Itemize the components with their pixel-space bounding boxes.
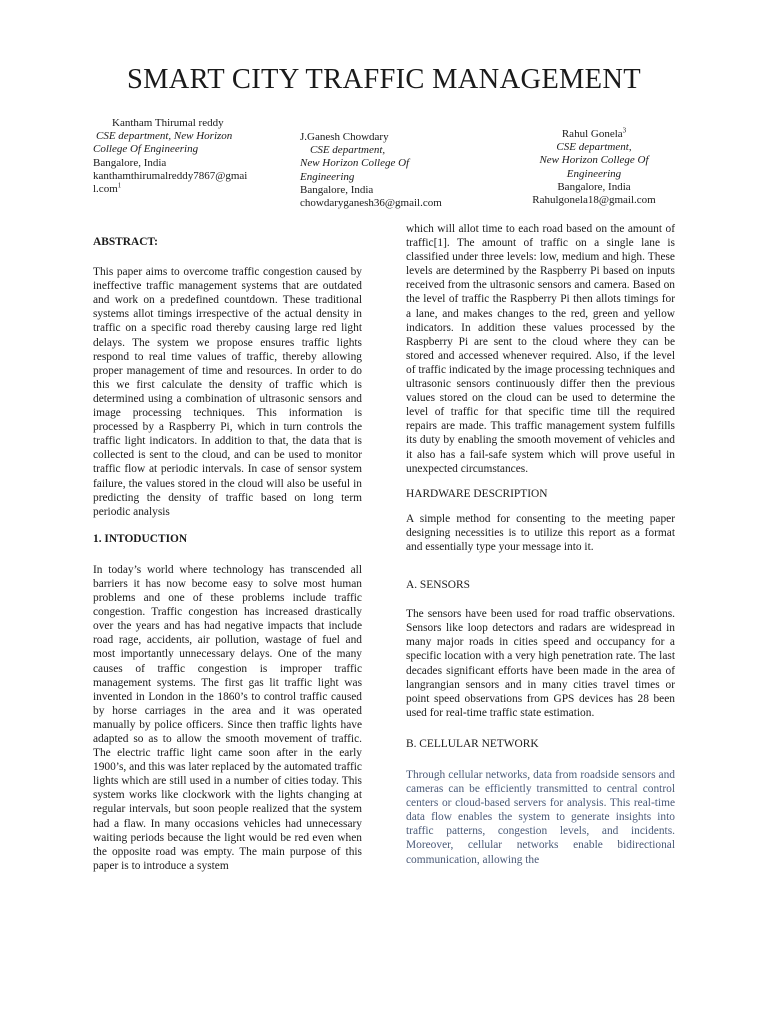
author-email: chowdaryganesh36@gmail.com <box>300 197 442 210</box>
author-name: J.Ganesh Chowdary <box>300 131 389 143</box>
author-department: CSE department, <box>556 141 632 154</box>
author-block-3 <box>514 128 674 207</box>
author-email: Rahulgonela18@gmail.com <box>532 194 656 207</box>
introduction-text: In today’s world where technology has transcended all barriers it has now become easy to solve most human problems and one of these problems include traffic congestion. Traffic congestion has increased drastically over the years and has had negative impacts that include road rage, accidents, air pollution, wastage of fuel and most importantly unnecessary delays. One of the many causes of traffic congestion is improper traffic management systems. The first gas lit traffic light was invented in London in the 1860’s to control traffic caused by horse carriages in the area and it was operated manually by police officers. Since then traffic lights have adapted so as to allow the smooth movement of traffic. The electric traffic light came soon after in the early 1900’s, and this was later replaced by the automated traffic lights which are still used in a number of cities today. This system works like clockwork with the lights changing at regular intervals, but soon people realized that the system had a flaw. In many occasions vehicles had unnecessary waiting periods because the light would be red even when the opposite road was empty. The main purpose of this paper is to introduce a system <box>93 563 362 872</box>
author-block-1 <box>93 117 273 196</box>
author-department: CSE department, New Horizon <box>96 130 233 143</box>
cellular-text: Through cellular networks, data from roadside sensors and cameras can be efficiently transmitted to central control centers or cloud-based servers for analysis. This real-time data flow enables the system to generate insights into traffic patterns, congestion levels, and incidents. Moreover, cellular networks enable bidirectional communication, allowing the <box>406 769 675 866</box>
abstract-text: This paper aims to overcome traffic congestion caused by ineffective traffic management systems that are outdated and work on a predefined countdown. These traditional systems allot timings irrespective of the actual density in traffic on a specific road thereby causing large red light delays. The system we propose ensures traffic lights respond to real time values of traffic, thereby allowing proper management of time and resources. In order to do this we first calculate the density of traffic which is determined using a combination of ultrasonic sensors and image processing techniques. This information is processed by a Raspberry Pi, which in turn controls the traffic light indicators. In addition to that, the data that is collected is sent to the cloud, and can be used to monitor traffic flow at periodic intervals. In case of sensor system failure, the values stored in the cloud will also be useful in predicting the density of traffic based on long term periodic analysis <box>93 266 362 518</box>
author-superscript: 3 <box>622 126 627 135</box>
author-city: Bangalore, India <box>93 156 167 169</box>
hardware-heading: HARDWARE DESCRIPTION <box>406 487 548 500</box>
author-city: Bangalore, India <box>557 180 631 193</box>
introduction-heading: 1. INTODUCTION <box>93 532 188 545</box>
author-superscript: 1 <box>117 181 122 190</box>
author-city: Bangalore, India <box>300 183 374 196</box>
author-department: CSE department, <box>310 144 386 157</box>
author-college-continued: Engineering <box>300 170 355 183</box>
author-college: College Of Engineering <box>93 143 199 156</box>
abstract-heading: ABSTRACT: <box>93 236 158 248</box>
cellular-heading: B. CELLULAR NETWORK <box>406 737 539 750</box>
author-name: Kantham Thirumal reddy <box>112 117 224 129</box>
left-column <box>93 235 362 873</box>
author-college-continued: Engineering <box>566 167 622 180</box>
author-block-2 <box>300 131 490 210</box>
author-email-continued: l.com$^1$ <box>93 181 122 196</box>
sensors-text: The sensors have been used for road traffic observations. Sensors like loop detectors and radars are widespread in many major roads in cities speed and occupancy for a specific location with a very high penetration rate. The last decades significant efforts have been made in the area of langrangian sensors and in many cities travel times or point speed observations from GPS devices has 28 been used for real-time traffic state estimation. <box>406 608 675 719</box>
author-name: Rahul Gonela$^3$ <box>561 126 627 140</box>
author-email: kanthamthirumalreddy7867@gmai <box>93 169 248 182</box>
hardware-text: A simple method for consenting to the meeting paper designing necessities is to utilize this report as a format and essentially type your message into it. <box>406 512 675 553</box>
author-college: New Horizon College Of <box>539 154 649 167</box>
continuation-text: which will allot time to each road based on the amount of traffic[1]. The amount of traffic on a single lane is classified under three levels: low, medium and high. These levels are determined by the Raspberry Pi based on inputs received from the ultrasonic sensors and camera. Based on the level of traffic the Raspberry Pi then allots timings for a lane, and makes changes to the red, green and yellow indicators. In addition these values processed by the Raspberry Pi are sent to the cloud where they can be stored and accessed whenever required. Also, if the level of traffic indicated by the image processing techniques and ultrasonic sensors continuously differ then the previous values stored on the cloud can be used to determine the level of traffic for that specific time till the required repairs are made. This traffic management system fulfills its duty by enabling the smooth movement of vehicles and it also has a fail-safe system which will prove useful in unexpected circumstances. <box>406 223 675 475</box>
right-column <box>406 222 675 867</box>
paper-title: SMART CITY TRAFFIC MANAGEMENT <box>127 64 641 95</box>
author-college: New Horizon College Of <box>300 157 410 170</box>
sensors-heading: A. SENSORS <box>406 579 470 592</box>
